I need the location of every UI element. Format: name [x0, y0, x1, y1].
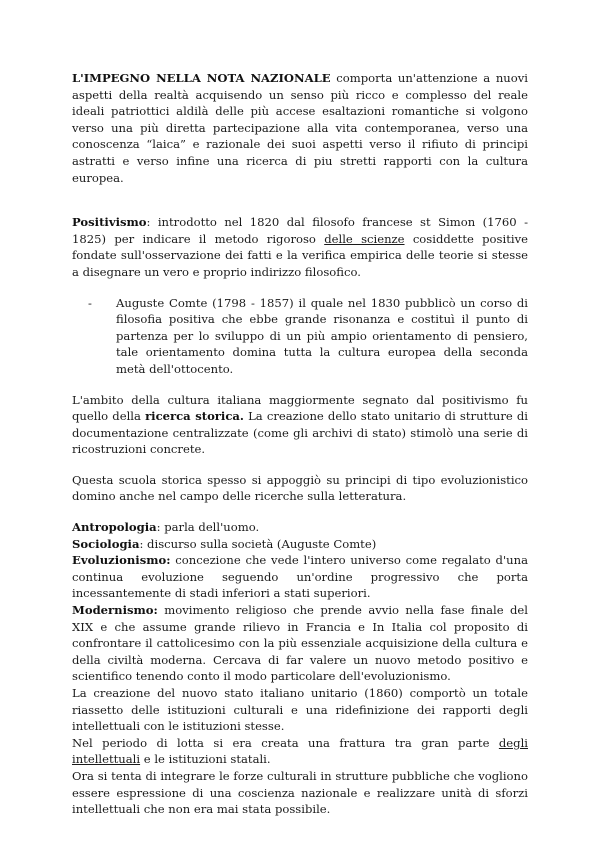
scuola-paragraph: [72, 472, 528, 505]
modernismo-text: movimento religioso che prende avvio nella fase finale del XIX e che assume grande rilievo in Francia e In Italia col proposito di confrontare il cattolicesimo con la più essenziale acquisizione della cultura e della civiltà moderna. Cercava di far valere un nuovo metodo positivo e scientifico tenendo conto il modo particolare dell'evoluzionismo.: [72, 603, 528, 684]
creazione-line: La creazione del nuovo stato italiano unitario (1860) comportò un totale riassetto delle istituzioni culturali e una ridefinizione dei rapporti degli intellettuali con le istituzioni stesse.: [72, 686, 528, 734]
intro-text: comporta un'attenzione a nuovi aspetti della realtà acquisendo un senso più ricco e complesso del reale ideali patriottici aldilà delle più accese esaltazioni romantiche si volgono verso una più diretta partecipazione alla vita contemporanea, verso una conoscenza “laica” e razionale dei suoi aspetti verso il rifiuto di principi astratti e verso infine una ricerca di piu stretti rapporti con la cultura europea.: [72, 71, 528, 185]
modernismo-term: Modernismo:: [72, 603, 158, 618]
antropologia-term: Antropologia: [72, 520, 157, 535]
positivismo-paragraph: [72, 214, 528, 280]
periodo-text-after: e le istituzioni statali.: [140, 752, 271, 767]
positivismo-text-after: cosiddette positive fondate sull'osservazione dei fatti e la verifica empirica delle teorie si stesse a disegnare un vero e proprio indirizzo filosofico.: [72, 231, 528, 279]
ora-line: Ora si tenta di integrare le forze culturali in strutture pubbliche che vogliono essere espressione di una coscienza nazionale e realizzare unità di sforzi intellettuali che non era mai stata possibile.: [72, 768, 528, 817]
scuola-text: Questa scuola storica spesso si appoggiò su principi di tipo evoluzionistico domino anche nel campo delle ricerche sulla letteratura.: [72, 472, 528, 504]
ambito-text-before: L'ambito della cultura italiana maggiormente segnato dal positivismo fu quello della: [72, 392, 528, 424]
comte-list: [72, 295, 528, 378]
periodo-underlined: degli intellettuali: [72, 735, 528, 767]
sociologia-line: [72, 536, 528, 553]
ambito-text-after: La creazione dello stato unitario di strutture di documentazione centralizzate (come gli archivi di stato) stimolò una serie di ricostruzioni concrete.: [72, 409, 529, 457]
ambito-paragraph: [72, 392, 528, 458]
list-item: [88, 295, 528, 378]
document-page: [72, 70, 528, 818]
periodo-text-before: Nel periodo di lotta si era creata una frattura tra gran parte: [72, 735, 499, 750]
antropologia-text: : parla dell'uomo.: [156, 520, 260, 535]
dash-bullet: -: [88, 295, 92, 310]
intro-paragraph: [72, 70, 528, 186]
evoluzionismo-text: concezione che vede l'intero universo come regalato d'una continua evoluzione seguendo un'ordine progressivo che porta incessantemente di stadi inferiori a stati superiori.: [72, 553, 528, 601]
antropologia-line: [72, 519, 528, 536]
evoluzionismo-term: Evoluzionismo:: [72, 553, 171, 568]
ambito-bold: ricerca storica.: [145, 409, 244, 424]
positivismo-term: Positivismo: [72, 215, 147, 230]
evoluzionismo-line: [72, 552, 528, 602]
intro-heading: L'IMPEGNO NELLA NOTA NAZIONALE: [72, 71, 331, 85]
modernismo-line: [72, 602, 528, 685]
list-item-text: Auguste Comte (1798 - 1857) il quale nel 1830 pubblicò un corso di filosofia positiva che ebbe grande risonanza e costituì il punto di partenza per lo sviluppo di un più ampio orientamento di pensiero, tale orientamento domina tutta la cultura europea della seconda metà dell'ottocento.: [116, 295, 528, 376]
sociologia-text: : discurso sulla società (Auguste Comte): [139, 536, 377, 551]
sociologia-term: Sociologia: [72, 536, 140, 551]
positivismo-underlined: delle scienze: [324, 231, 405, 246]
periodo-line: [72, 735, 528, 768]
definitions-block: [72, 519, 528, 818]
positivismo-text-before: : introdotto nel 1820 dal filosofo francese st Simon (1760 - 1825) per indicare il metodo rigoroso: [72, 215, 528, 246]
